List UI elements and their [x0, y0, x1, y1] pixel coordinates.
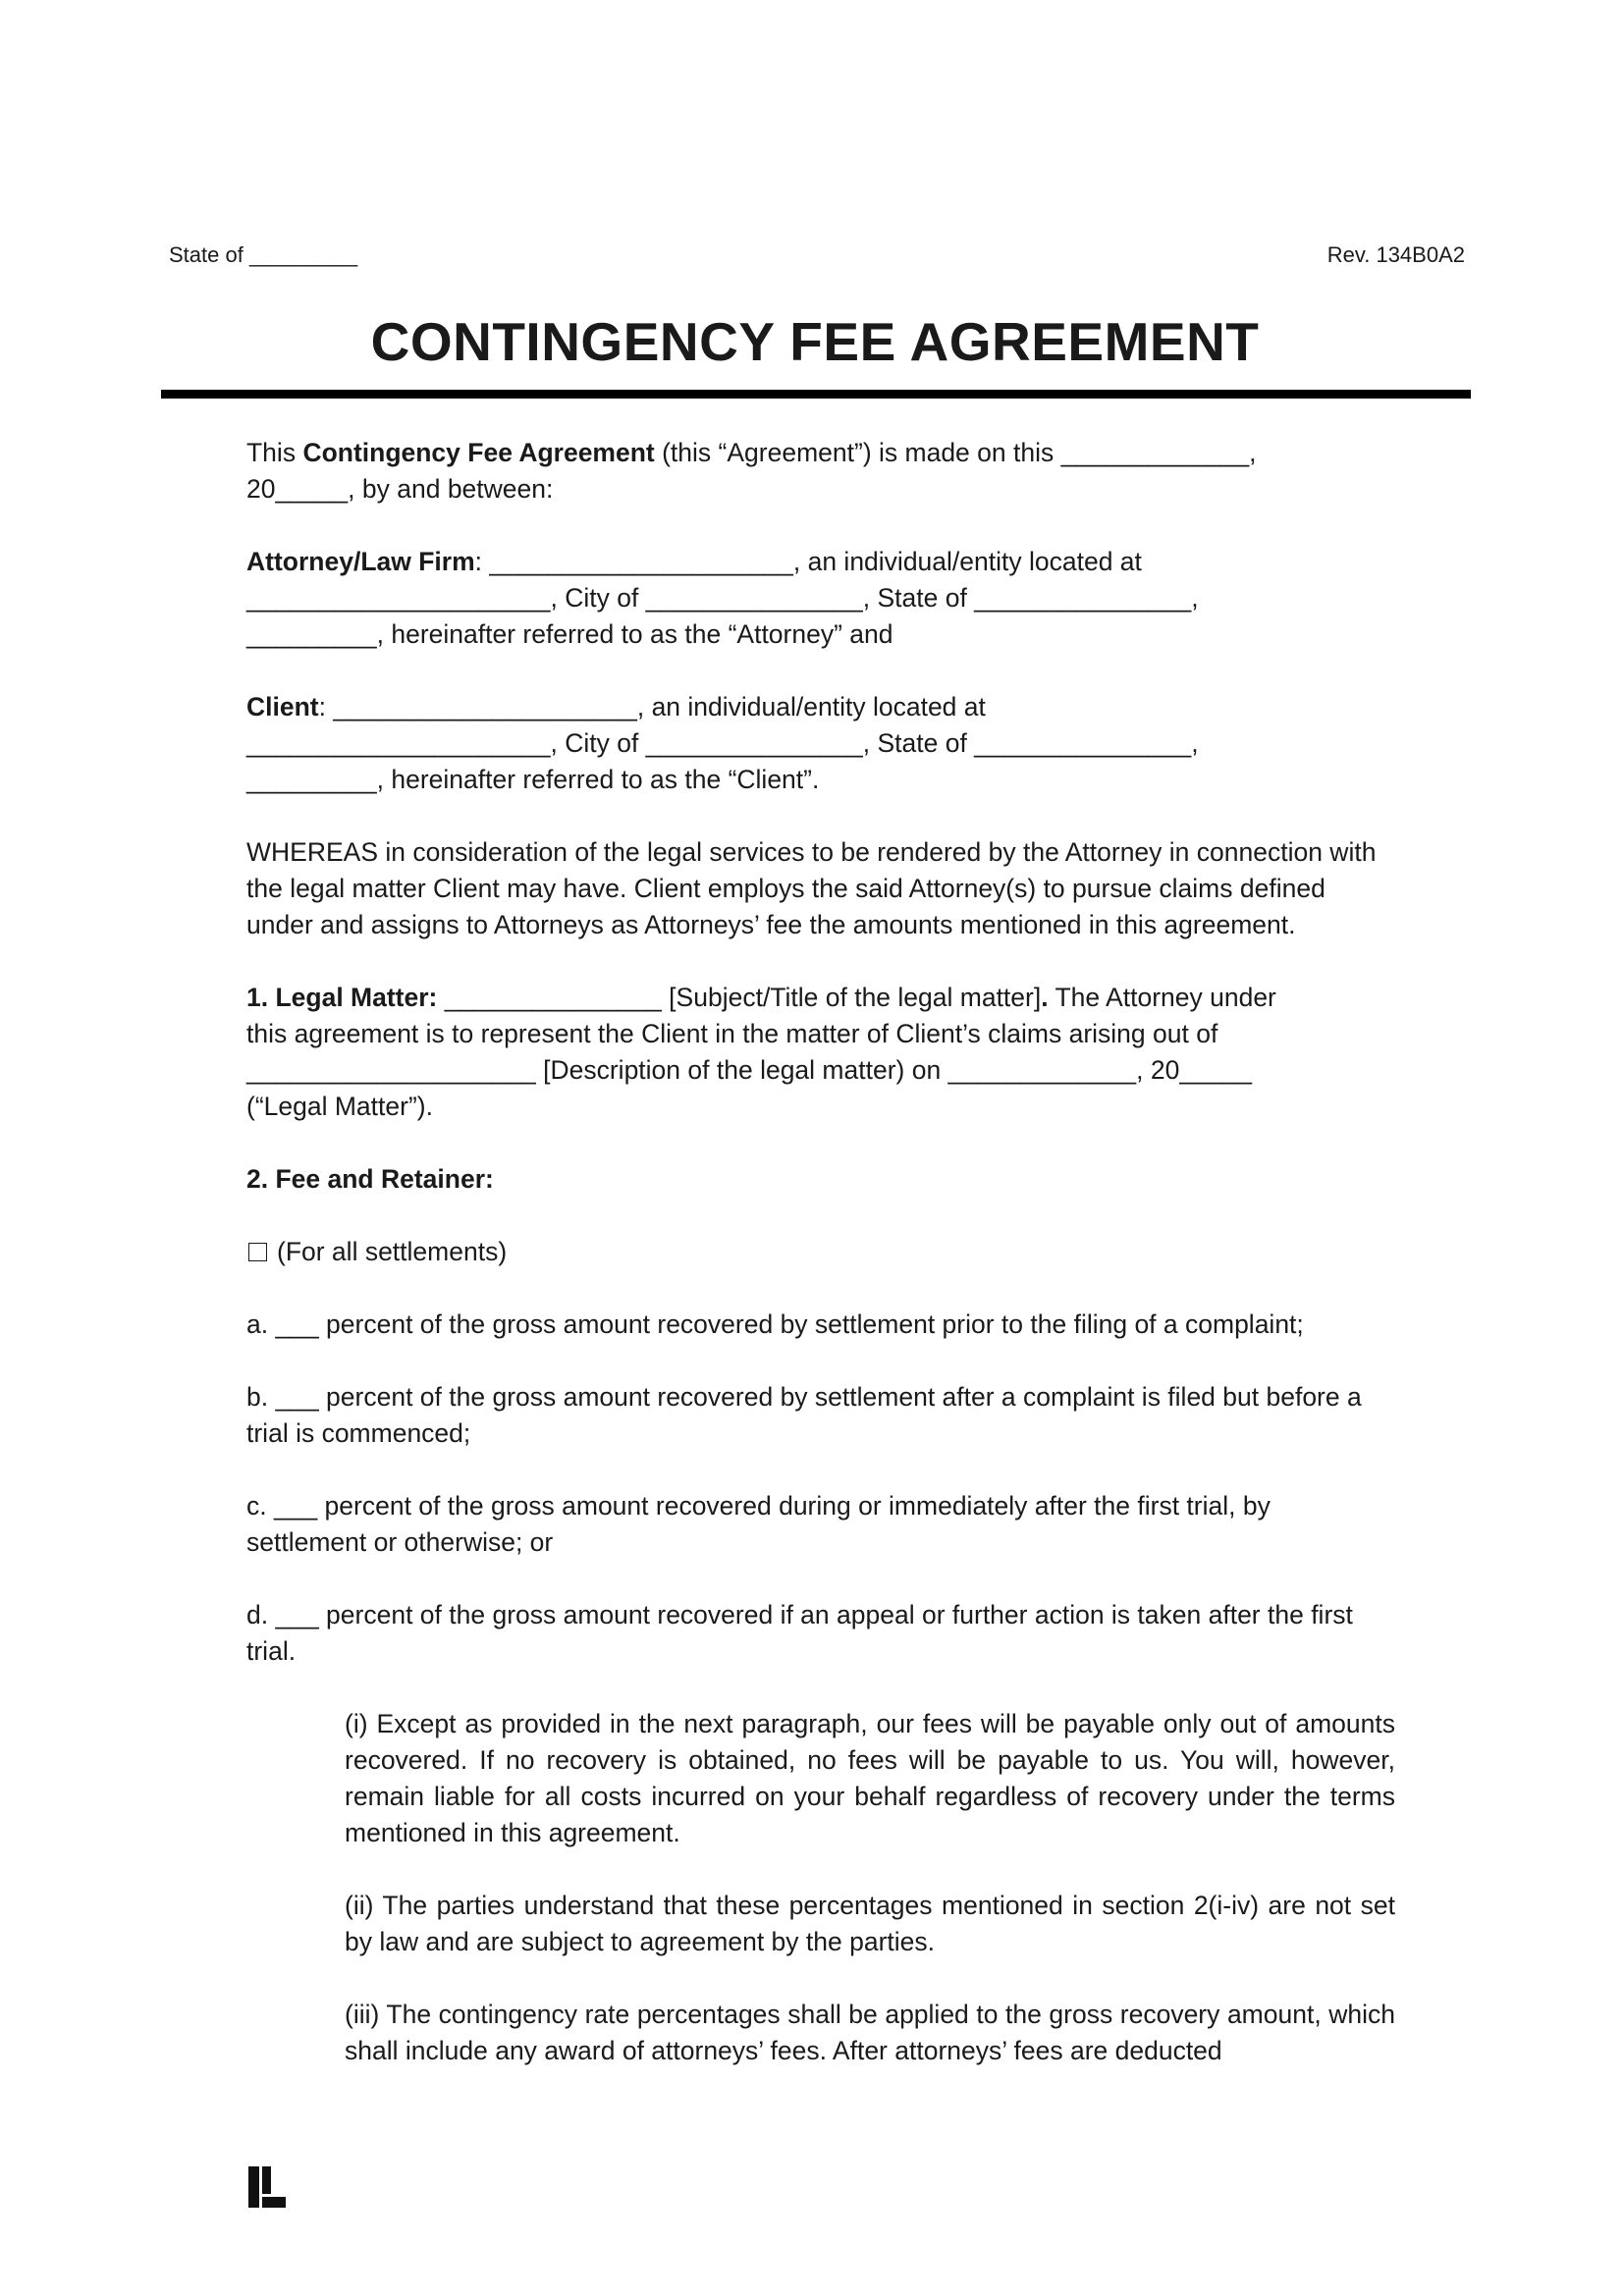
- attorney-reference-line: _________, hereinafter referred to as the “Attorney” and: [246, 619, 893, 649]
- fee-item-b: b. ___ percent of the gross amount recovered by settlement after a complaint is filed but before a trial is commenced;: [246, 1382, 1362, 1448]
- client-label: Client: [246, 692, 319, 721]
- fee-item-a: a. ___ percent of the gross amount recovered by settlement prior to the filing of a complaint;: [246, 1309, 1304, 1339]
- legal-matter-dot: .: [1041, 983, 1049, 1012]
- legal-matter-heading: 1. Legal Matter:: [246, 983, 438, 1012]
- fee-retainer-heading: [246, 1161, 1395, 1198]
- client-reference-line: _________, hereinafter referred to as the “Client”.: [246, 765, 820, 794]
- intro-paragraph: [246, 435, 1395, 507]
- attorney-label: Attorney/Law Firm: [246, 547, 475, 576]
- legal-matter-subject: _______________ [Subject/Title of the legal matter]: [437, 983, 1042, 1012]
- fee-subitem-ii: (ii) The parties understand that these percentages mentioned in section 2(i-iv) are not set by law and are subject to agreement by the parties.: [345, 1891, 1395, 1956]
- fee-item-c: c. ___ percent of the gross amount recovered during or immediately after the first trial, by settlement or otherwise; or: [246, 1491, 1271, 1557]
- legal-matter-text: The Attorney under: [1048, 983, 1276, 1012]
- settlements-option: [246, 1234, 1395, 1270]
- client-address-line: _____________________, City of _______________, State of _______________,: [246, 728, 1199, 758]
- intro-agreement-name: Contingency Fee Agreement: [302, 438, 655, 467]
- whereas-paragraph: WHEREAS in consideration of the legal services to be rendered by the Attorney in connection with the legal matter Client may have. Client employs the said Attorney(s) to pursue claims defined under and assigns to Attorneys as Attorneys’ fee the amounts mentioned in this agreement.: [246, 837, 1377, 939]
- intro-text-cont: (this “Agreement”) is made on this _____________,: [654, 438, 1257, 467]
- state-of-field: State of _________: [169, 242, 358, 267]
- client-name-line: : _____________________, an individual/entity located at: [318, 692, 986, 721]
- attorney-paragraph: [246, 544, 1395, 653]
- intro-date-line: 20_____, by and between:: [246, 474, 554, 504]
- client-paragraph: [246, 689, 1395, 798]
- title-divider: [161, 390, 1471, 399]
- legal-matter-line4: (“Legal Matter”).: [246, 1092, 433, 1121]
- legal-matter-line3: ____________________ [Description of the legal matter) on _____________, 20_____: [246, 1055, 1253, 1085]
- fee-item-d: d. ___ percent of the gross amount recovered if an appeal or further action is taken after the first trial.: [246, 1600, 1353, 1666]
- checkbox[interactable]: [248, 1243, 267, 1261]
- fee-retainer-title: 2. Fee and Retainer:: [246, 1164, 494, 1194]
- logo-icon: [248, 2166, 286, 2208]
- legal-matter-section: [246, 980, 1395, 1125]
- legal-matter-line2: this agreement is to represent the Client in the matter of Client’s claims arising out of: [246, 1019, 1218, 1048]
- intro-text: This: [246, 438, 303, 467]
- checkbox-label: (For all settlements): [277, 1237, 508, 1266]
- attorney-name-line: : _____________________, an individual/entity located at: [474, 547, 1142, 576]
- fee-subitem-i: (i) Except as provided in the next paragraph, our fees will be payable only out of amounts recovered. If no recovery is obtained, no fees will be payable to us. You will, however, remain liable for all costs incurred on your behalf regardless of recovery under the terms mentioned in this agreement.: [345, 1709, 1395, 1847]
- document-title: CONTINGENCY FEE AGREEMENT: [370, 311, 1260, 372]
- revision-number: Rev. 134B0A2: [1326, 242, 1465, 267]
- agreement-body: [246, 435, 1395, 2106]
- fee-subitem-iii: (iii) The contingency rate percentages shall be applied to the gross recovery amount, which shall include any award of attorneys’ fees. After attorneys’ fees are deducted: [345, 2000, 1395, 2065]
- attorney-address-line: _____________________, City of _______________, State of _______________,: [246, 583, 1199, 613]
